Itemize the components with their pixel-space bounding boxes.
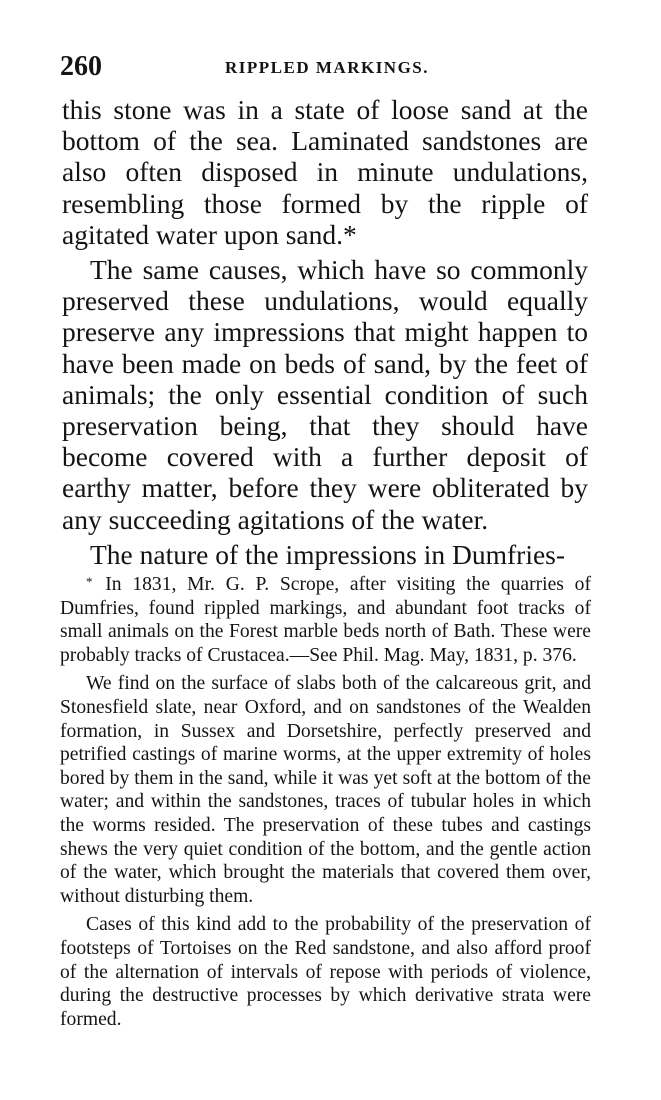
page-number: 260 — [60, 51, 102, 82]
body-paragraph: The nature of the impressions in Dumfries- — [90, 538, 566, 570]
main-text — [62, 94, 588, 570]
footnote-paragraph — [60, 570, 591, 667]
footnote-marker: * — [86, 574, 93, 589]
footnote-paragraph: Cases of this kind add to the probability of the preservation of footsteps of Tortoises on the Red sandstone, and also afford proof of the alternation of intervals of repose with periods of violence, during the destructive processes by which derivative strata were formed. — [60, 914, 591, 1030]
body-paragraph: The same causes, which have so commonly preserved these undulations, would equally preserve any impressions that might happen to have been made on beds of sand, by the feet of animals; the only essential condition of such preservation being, that they should have become covered with a further deposit of earthy matter, before they were obliterated by any succeeding agitations of the water. — [62, 254, 588, 535]
running-head — [60, 50, 592, 84]
footnotes — [60, 570, 591, 1031]
footnote-paragraph: We find on the surface of slabs both of the calcareous grit, and Stonesfield slate, near Oxford, and on sandstones of the Wealden formation, in Sussex and Dorsetshire, perfectly preserved and petrified castings of marine worms, at the upper extremity of holes bored by them in the sand, while it was yet soft at the bottom of the water; and within the sandstones, traces of tubular holes in which the worms resided. The preservation of these tubes and castings shews the very quiet condition of the bottom, and the gentle action of the water, which brought the materials that covered them over, without disturbing them. — [60, 673, 591, 907]
footnote-text: In 1831, Mr. G. P. Scrope, after visiting the quarries of Dumfries, found rippled markings, and abundant foot tracks of small animals on the Forest marble beds north of Bath. These were probably tracks of Crustacea.—See Phil. Mag. May, 1831, p. 376. — [60, 574, 591, 666]
body-paragraph: this stone was in a state of loose sand at the bottom of the sea. Laminated sandstones are also often disposed in minute undulations, resembling those formed by the ripple of agitated water upon sand.* — [62, 94, 588, 250]
running-title: RIPPLED MARKINGS. — [225, 58, 430, 77]
